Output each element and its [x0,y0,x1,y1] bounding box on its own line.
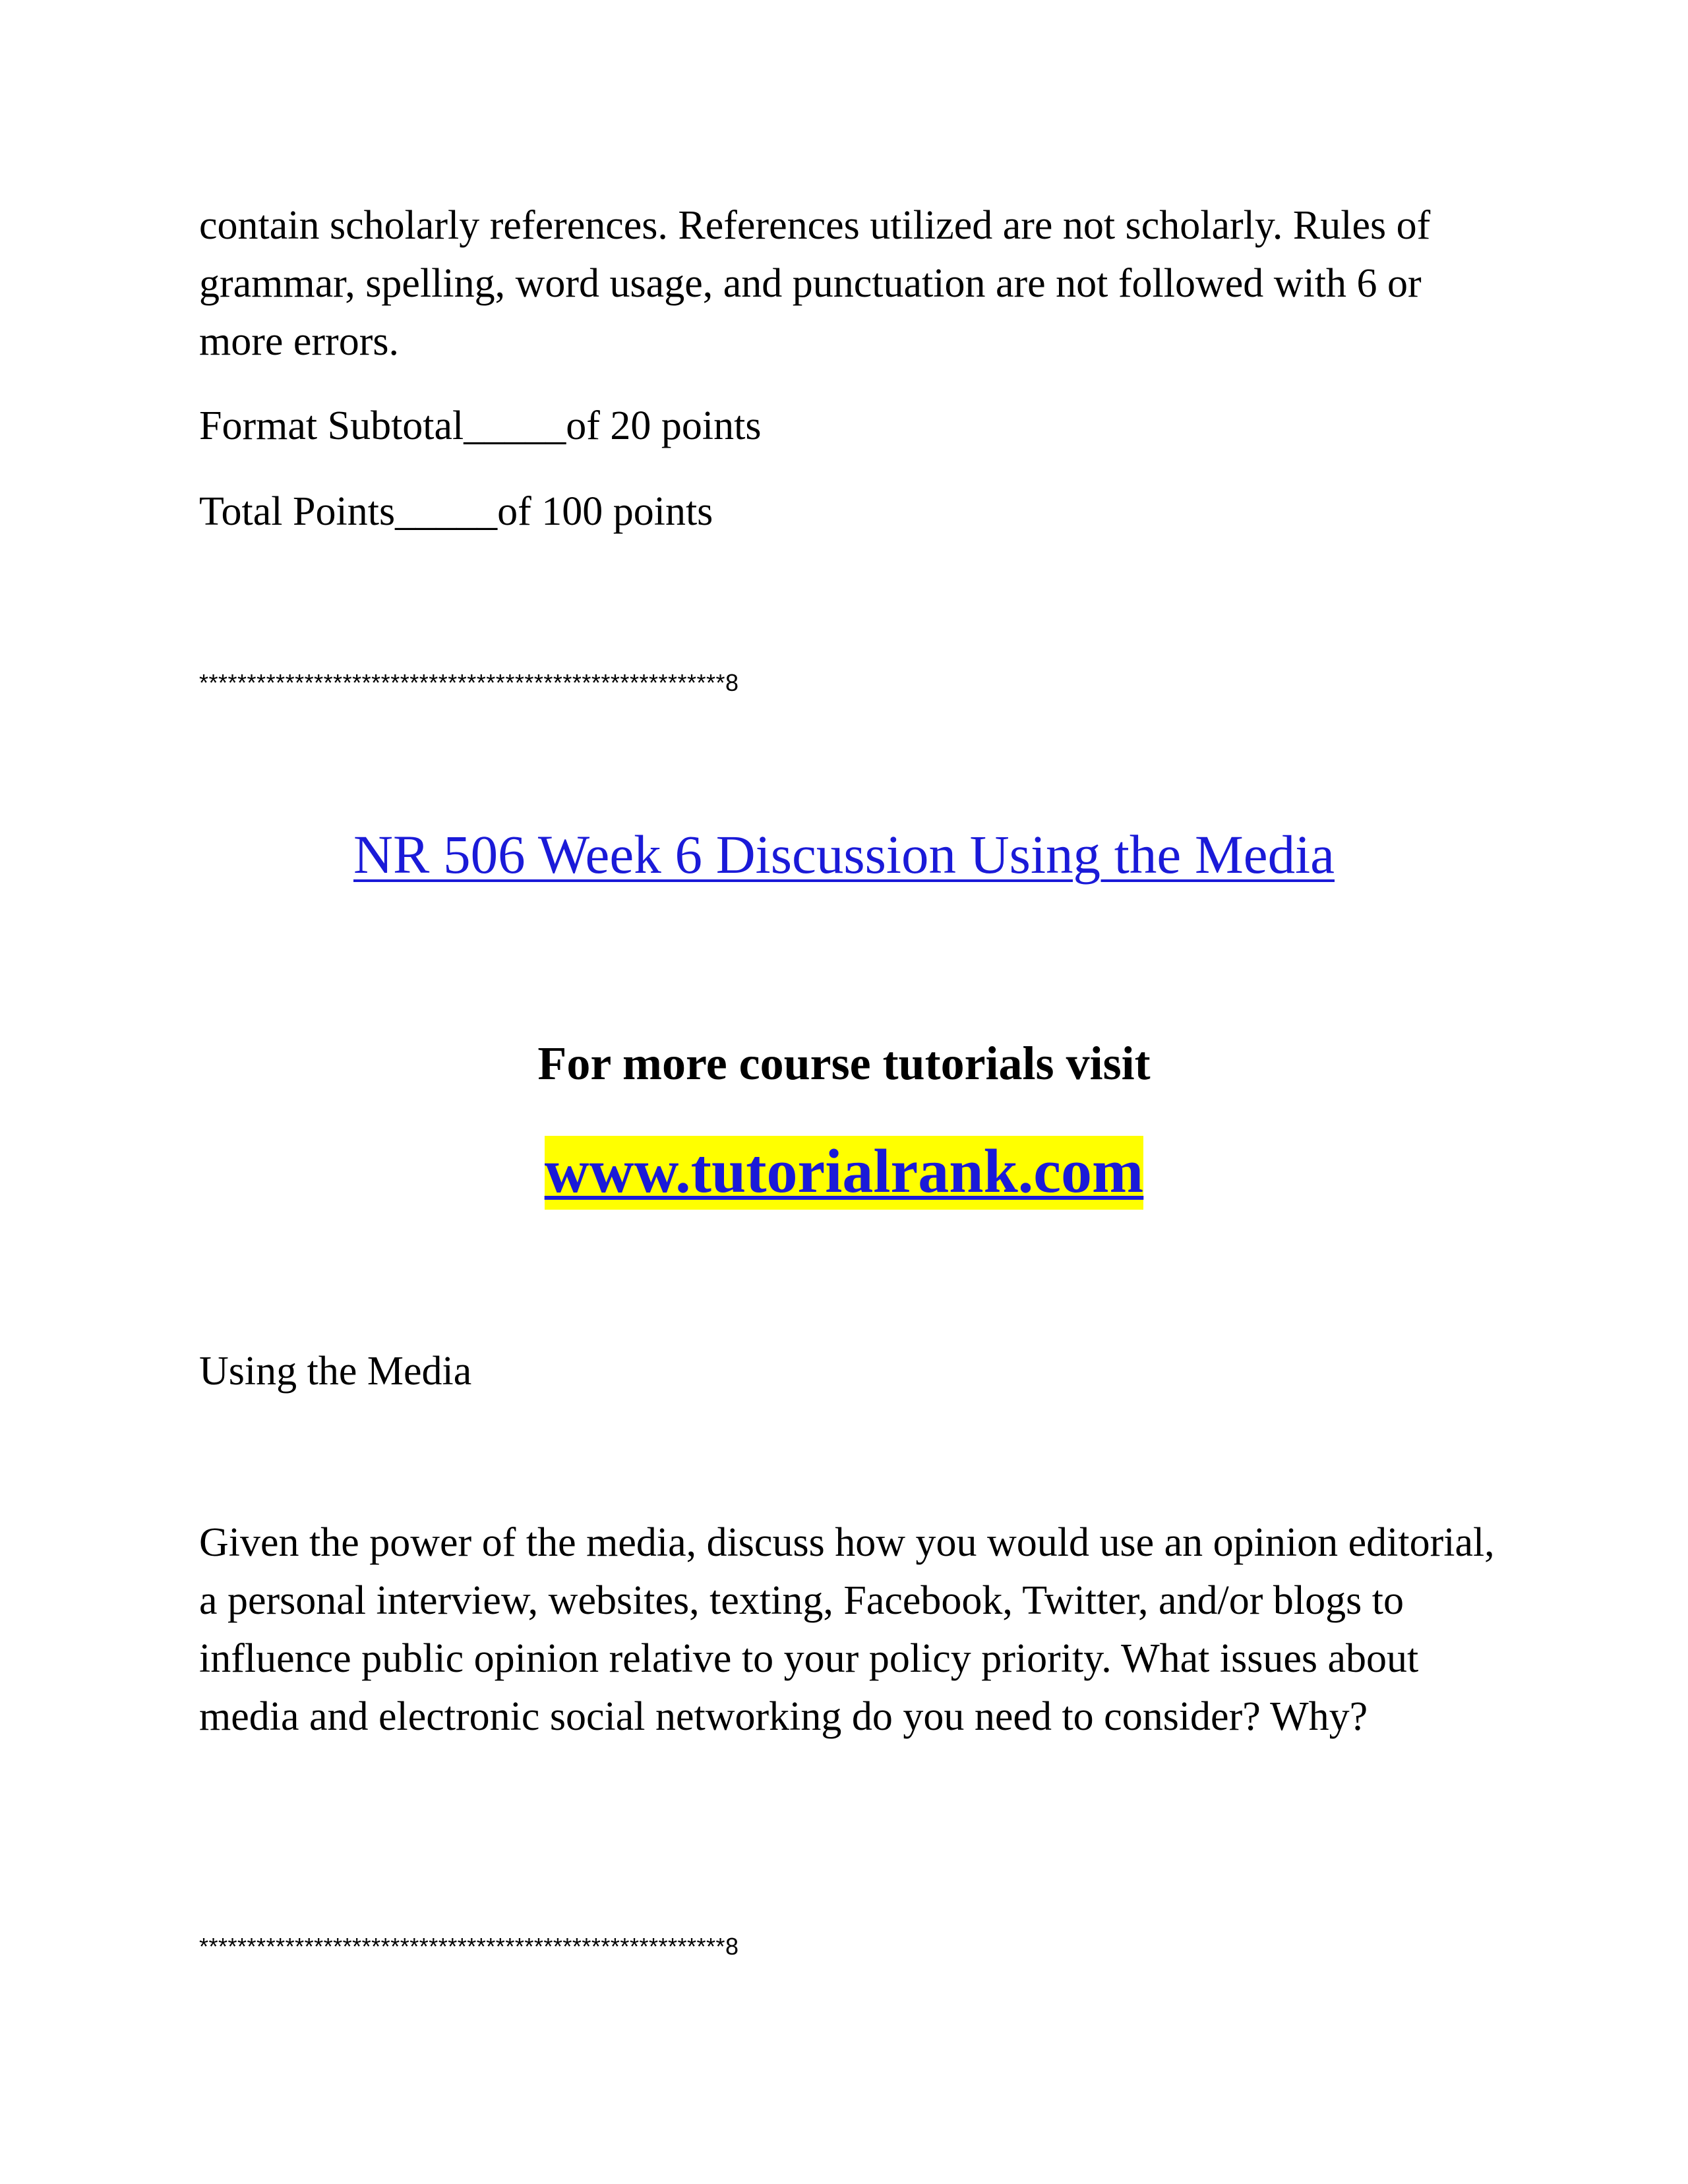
website-link[interactable]: www.tutorialrank.com [545,1136,1144,1210]
format-subtotal-line: Format Subtotal_____of 20 points [199,403,762,448]
total-points-line: Total Points_____of 100 points [199,489,713,534]
separator-line: *******************************************************8 [199,669,739,696]
discussion-question: Given the power of the media, discuss how you would use an opinion editorial, a personal interview, websites, texting, Facebook, Twitter, and/or blogs to influence public opinion relative to your policy priority. What issues about media and electronic social networking do you need to consider? Why? [199,1520,1495,1739]
website-heading [0,1135,1688,1208]
section-heading: Using the Media [199,1349,472,1394]
separator-line-bottom: *******************************************************8 [199,1933,739,1960]
visit-text: For more course tutorials visit [537,1037,1151,1090]
title-link[interactable]: NR 506 Week 6 Discussion Using the Media [353,824,1335,885]
title-heading [0,821,1688,887]
grading-paragraph: contain scholarly references. References utilized are not scholarly. Rules of grammar, spelling, word usage, and punctuation are not followed with 6 or more errors. [199,203,1431,364]
